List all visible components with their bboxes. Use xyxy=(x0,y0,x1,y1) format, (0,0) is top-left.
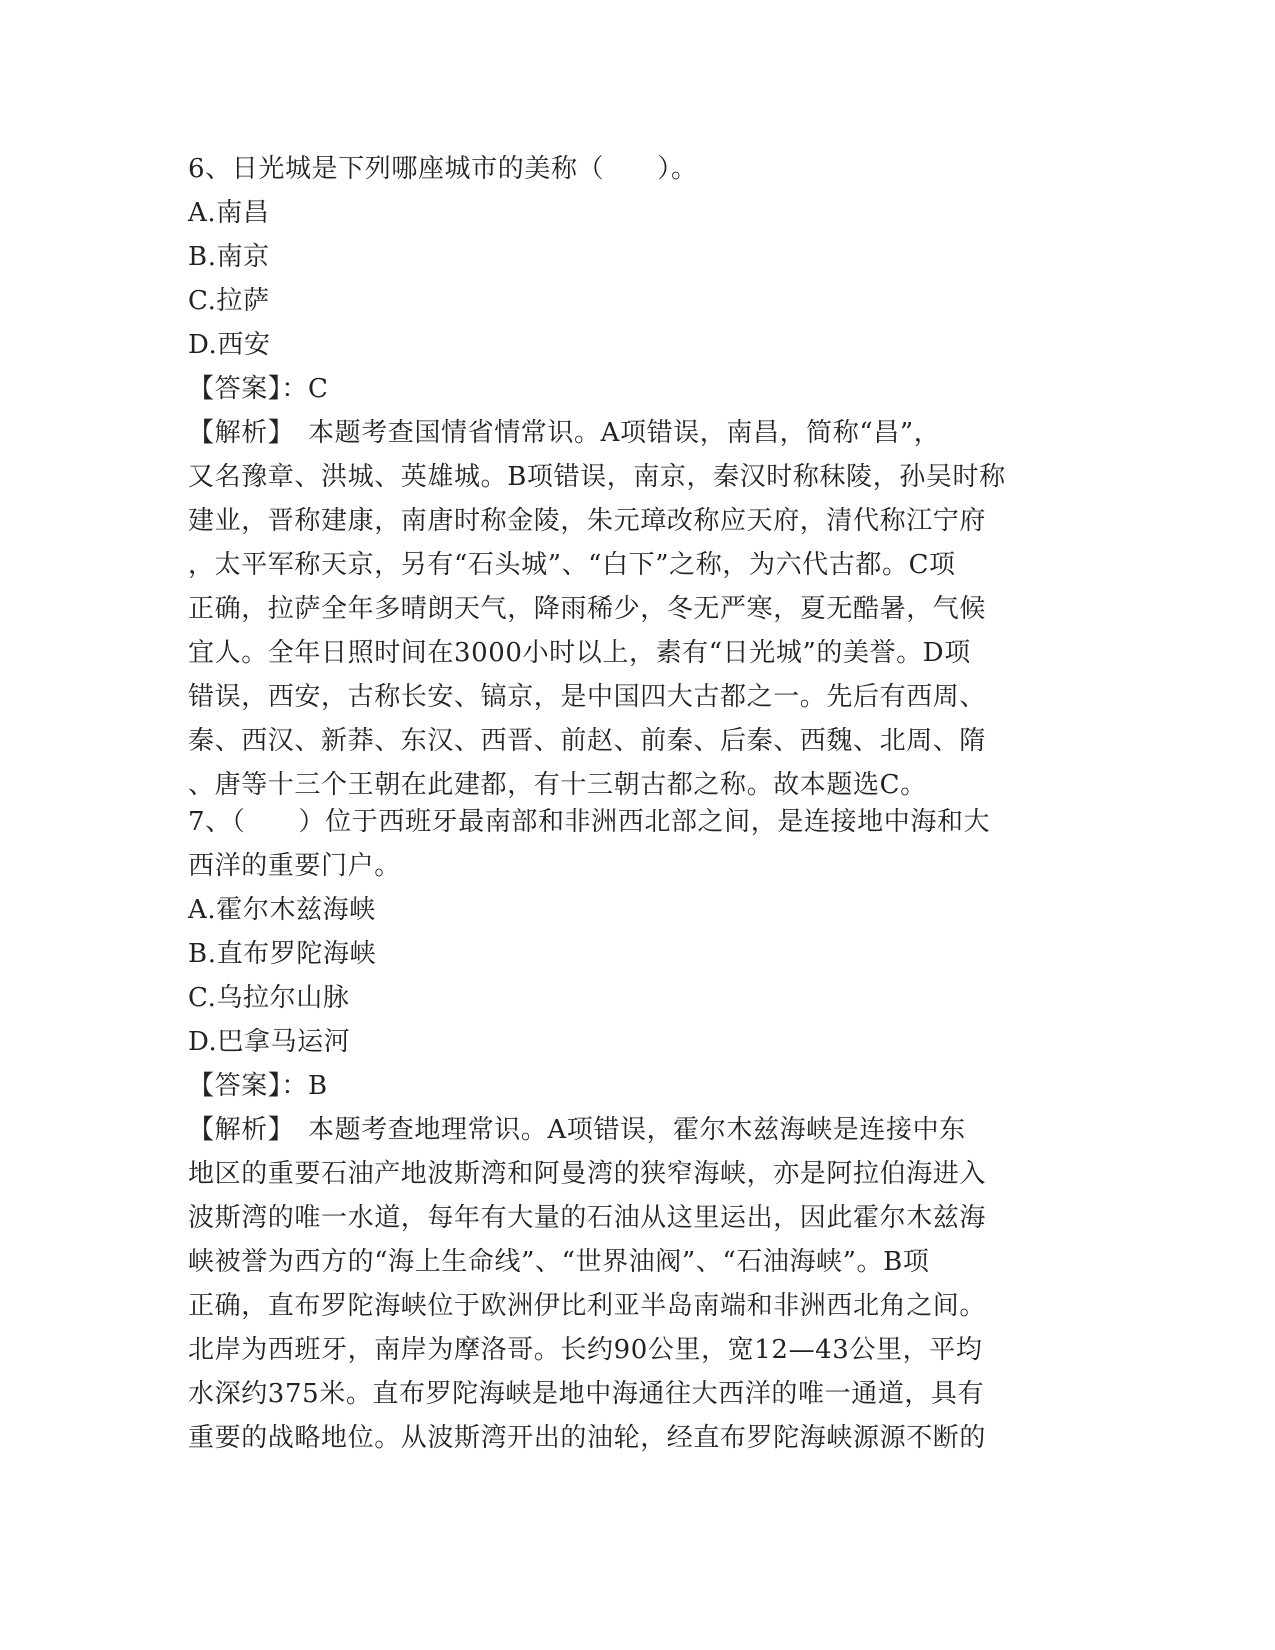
question-6-analysis-line: 秦、西汉、新莽、东汉、西晋、前赵、前秦、后秦、西魏、北周、隋 xyxy=(188,726,987,756)
question-7-analysis-line: 波斯湾的唯一水道，每年有大量的石油从这里运出，因此霍尔木兹海 xyxy=(188,1203,987,1233)
question-6-analysis-line: 宜人。全年日照时间在3000小时以上，素有“日光城”的美誉。D项 xyxy=(188,638,971,668)
question-6-analysis-line: ，太平军称天京，另有“石头城”、“白下”之称，为六代古都。C项 xyxy=(188,550,956,580)
question-6-analysis-line: 、唐等十三个王朝在此建都，有十三朝古都之称。故本题选C。 xyxy=(188,770,927,800)
question-7-analysis-line: 峡被誉为西方的“海上生命线”、“世界油阀”、“石油海峡”。B项 xyxy=(188,1247,930,1277)
question-7-analysis-line: 地区的重要石油产地波斯湾和阿曼湾的狭窄海峡，亦是阿拉伯海进入 xyxy=(188,1159,987,1189)
question-7-analysis-line: 北岸为西班牙，南岸为摩洛哥。长约90公里，宽12—43公里，平均 xyxy=(188,1335,983,1365)
question-7-option-b: B.直布罗陀海峡 xyxy=(188,939,377,969)
question-7 xyxy=(188,800,1093,1460)
question-7-analysis-line: 【解析】 本题考查地理常识。A项错误，霍尔木兹海峡是连接中东 xyxy=(188,1115,966,1145)
question-7-option-c: C.乌拉尔山脉 xyxy=(188,983,350,1013)
question-6 xyxy=(188,147,1093,807)
question-6-analysis-line: 建业，晋称建康，南唐时称金陵，朱元璋改称应天府，清代称江宁府 xyxy=(188,506,987,536)
question-6-analysis-line: 【解析】 本题考查国情省情常识。A项错误，南昌，简称“昌”， xyxy=(188,418,941,448)
question-7-stem: 7、（ ）位于西班牙最南部和非洲西北部之间，是连接地中海和大 xyxy=(188,807,991,837)
question-6-analysis-line: 又名豫章、洪城、英雄城。B项错误，南京，秦汉时称秣陵，孙吴时称 xyxy=(188,462,1006,492)
question-6-option-d: D.西安 xyxy=(188,330,271,360)
question-7-stem: 西洋的重要门户。 xyxy=(188,851,401,881)
question-6-option-c: C.拉萨 xyxy=(188,286,270,316)
question-7-option-a: A.霍尔木兹海峡 xyxy=(188,895,376,925)
question-6-option-a: A.南昌 xyxy=(188,198,270,228)
question-6-answer: 【答案】：C xyxy=(188,374,329,404)
question-6-option-b: B.南京 xyxy=(188,242,270,272)
question-7-option-d: D.巴拿马运河 xyxy=(188,1027,351,1057)
question-6-analysis-line: 正确，拉萨全年多晴朗天气，降雨稀少，冬无严寒，夏无酷暑，气候 xyxy=(188,594,987,624)
question-7-answer: 【答案】：B xyxy=(188,1071,328,1101)
question-7-analysis-line: 重要的战略地位。从波斯湾开出的油轮，经直布罗陀海峡源源不断的 xyxy=(188,1423,987,1453)
question-6-stem: 6、日光城是下列哪座城市的美称（ ）。 xyxy=(188,154,698,184)
question-7-analysis-line: 水深约375米。直布罗陀海峡是地中海通往大西洋的唯一通道，具有 xyxy=(188,1379,985,1409)
question-7-analysis-line: 正确，直布罗陀海峡位于欧洲伊比利亚半岛南端和非洲西北角之间。 xyxy=(188,1291,987,1321)
question-6-analysis-line: 错误，西安，古称长安、镐京，是中国四大古都之一。先后有西周、 xyxy=(188,682,987,712)
